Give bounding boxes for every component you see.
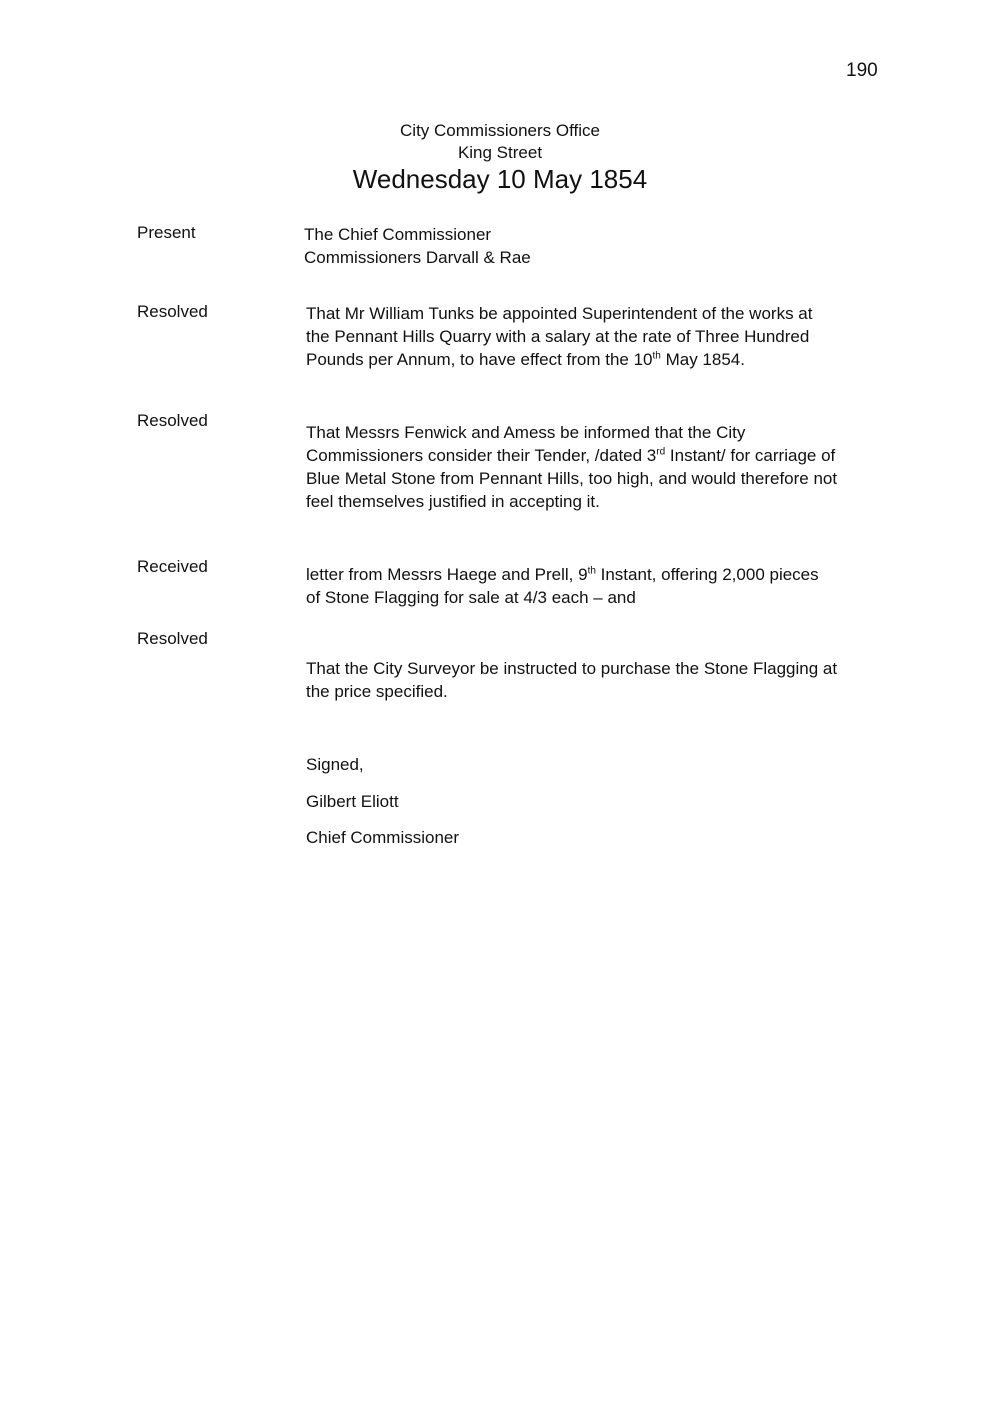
office-heading: City Commissioners Office	[400, 121, 600, 140]
entry-line: of Stone Flagging for sale at 4/3 each – and	[306, 588, 636, 607]
entry-line: feel themselves justified in accepting it.	[306, 492, 600, 511]
signatory-title: Chief Commissioner	[306, 828, 460, 847]
entry-line	[306, 444, 906, 467]
entry-line	[306, 563, 906, 586]
entry-text	[306, 421, 906, 513]
entry-text	[306, 563, 906, 609]
text-run: Commissioners consider their Tender, /dated 3	[306, 446, 657, 465]
superscript: rd	[656, 446, 666, 458]
entry-line: That the City Surveyor be instructed to purchase the Stone Flagging at	[306, 659, 838, 678]
text-run: Instant/ for carriage of	[665, 446, 836, 465]
present-line: Commissioners Darvall & Rae	[304, 248, 531, 267]
entry-label-resolved: Resolved	[137, 411, 208, 430]
entry-label-received: Received	[137, 557, 208, 576]
superscript: th	[652, 350, 661, 362]
meeting-date-title: Wednesday 10 May 1854	[352, 164, 648, 194]
entry-line: That Messrs Fenwick and Amess be informed that the City	[306, 423, 746, 442]
text-run: letter from Messrs Haege and Prell, 9	[306, 565, 588, 584]
entry-label-resolved: Resolved	[137, 629, 208, 648]
page-number: 190	[846, 60, 878, 81]
present-line: The Chief Commissioner	[304, 225, 492, 244]
entry-text	[306, 302, 906, 371]
signatory-name: Gilbert Eliott	[306, 792, 399, 811]
entry-line: the price specified.	[306, 682, 448, 701]
entry-text	[306, 657, 906, 703]
text-run: Instant, offering 2,000 pieces	[595, 565, 819, 584]
present-label: Present	[137, 223, 196, 242]
superscript: th	[587, 565, 596, 577]
entry-label-resolved: Resolved	[137, 302, 208, 321]
present-list	[304, 223, 904, 269]
street-heading: King Street	[457, 143, 543, 162]
text-run: Pounds per Annum, to have effect from the 10	[306, 350, 653, 369]
text-run: May 1854.	[660, 350, 745, 369]
signed-text: Signed,	[306, 755, 364, 774]
entry-line: Blue Metal Stone from Pennant Hills, too high, and would therefore not	[306, 469, 838, 488]
entry-line: the Pennant Hills Quarry with a salary at the rate of Three Hundred	[306, 327, 810, 346]
entry-line	[306, 348, 906, 371]
entry-line: That Mr William Tunks be appointed Superintendent of the works at	[306, 304, 813, 323]
